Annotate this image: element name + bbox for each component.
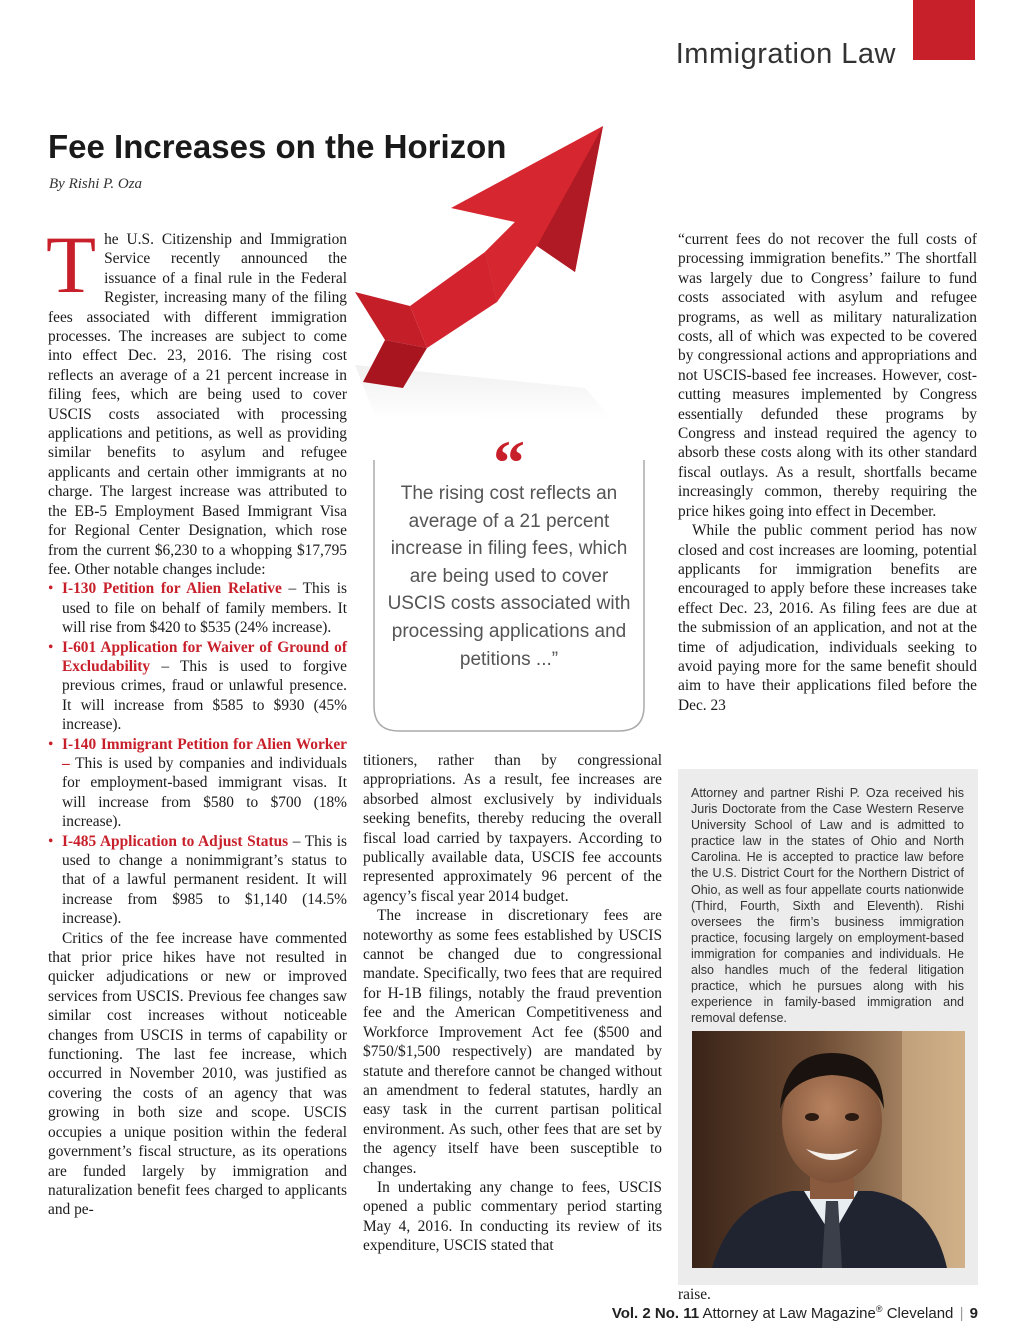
section-label: Immigration Law: [675, 38, 896, 70]
body-paragraph: Critics of the fee increase have commented that prior price hikes have not resulted in quicker adjudications or new or improved services from USCIS. Previous fee changes saw similar cost increases without noticeable changes from USCIS in terms of capability or functioning. The last fee increase, which occurred in November 2010, was justified as covering the costs of an agency that was growing in both size and scope. USCIS occupies a unique position within the federal government’s fiscal structure, as its operations are funded largely by immigration and naturalization benefit fees charged to applicants and pe-: [48, 929, 347, 1219]
list-item: [48, 735, 347, 832]
body-paragraph: The increase in discretionary fees are noteworthy as some fees established by USCIS cannot be changed due to congressional mandate. Specifically, two fees that are required for H-1B filings, notably the fraud prevention fee and the American Competitiveness and Workforce Improvement Act fee ($500 and $750/$1,500 respectively) are mandated by statute and therefore cannot be changed without an amendment to federal statutes, hardly an easy task in the current partisan political environment. As such, other fees that are set by the agency itself have been susceptible to changes.: [363, 907, 662, 1177]
body-paragraph: While the public comment period has now closed and cost increases are looming, potential applicants for immigration benefits are encouraged to apply before these increases take effect Dec. 23, 2016. As filing fees are due at the submission of an application, and not at the time of adjudication, individuals seeking to avoid paying more for the same benefit should aim to have their applications filed before the Dec. 23: [678, 522, 977, 714]
form-name: I-130 Petition for Alien Relative: [62, 580, 282, 598]
list-item-text: – This is used to forgive previous crimes, fraud or unlawful presence. It will increase from $585 to $930 (45% increase).: [62, 657, 347, 734]
article-column-2: [363, 751, 662, 1256]
fee-change-list: [48, 579, 347, 928]
author-bio-box: [678, 769, 978, 1285]
list-item: [48, 638, 347, 735]
form-name: I-140 Immigrant Petition for Alien Worker –: [62, 735, 347, 772]
bullet-icon: •: [48, 832, 54, 850]
page-number: 9: [969, 1305, 978, 1322]
dropcap: T: [46, 219, 97, 310]
issue-volume: Vol. 2 No. 11: [611, 1305, 700, 1322]
edition-city: Cleveland: [886, 1305, 954, 1322]
article-title: Fee Increases on the Horizon: [48, 128, 507, 165]
author-photo: [692, 1031, 965, 1268]
form-name: I-601 Application for Waiver of Ground of Excludability: [62, 638, 347, 675]
list-item-text: – This is used to change a nonimmigrant’s status to that of a lawful permanent resident. It will increase from $985 to $1,140 (14.5% increase).: [62, 832, 347, 928]
footer-separator: |: [959, 1305, 964, 1322]
section-color-tab: [913, 0, 975, 60]
body-paragraph: “current fees do not recover the full costs of processing immigration benefits.” The shortfall was largely due to Congress’ failure to fund costs associated with asylum and refugee programs, as well as military naturalization costs, all of which was expected to be covered by congressional actions and appropriations and not USCIS-based fee increases. However, cost-cutting measures implemented by Congress essentially defunded these programs by Congress and instead required the agency to absorb these costs along with its other standard fiscal outlays. As a result, shortfalls became increasingly common, thereby requiring the price hikes going into effect in December.: [678, 231, 977, 520]
magazine-name: Attorney at Law Magazine: [702, 1305, 876, 1322]
form-name: I-485 Application to Adjust Status: [62, 832, 289, 850]
body-paragraph: In undertaking any change to fees, USCIS opened a public commentary period starting May 4, 2016. In conducting its review of its expenditure, USCIS stated that: [363, 1178, 662, 1255]
registered-mark: ®: [875, 1304, 883, 1314]
list-item-text: This is used by companies and individuals for employment-based immigrant visas. It will increase from $580 to $700 (18% increase).: [62, 754, 347, 831]
bullet-icon: •: [48, 735, 54, 753]
list-item: [48, 832, 347, 929]
list-item: [48, 579, 347, 637]
author-bio-text: Attorney and partner Rishi P. Oza received his Juris Doctorate from the Case Western Reserve University School of Law and is admitted to practice law in the states of Ohio and North Carolina. He is accepted to practice law before the U.S. District Court for the Northern District of Ohio, as well as four appellate courts nationwide (Third, Fourth, Sixth and Eleventh). Rishi oversees the firm’s business immigration practice, focusing largely on employment-based immigration for companies and individuals. He also handles much of the federal litigation practice, which he pursues along with his experience in family-based immigration and removal defense.: [691, 786, 964, 1026]
quote-mark-icon: “: [493, 427, 525, 498]
byline: By Rishi P. Oza: [49, 176, 143, 192]
intro-text: he U.S. Citizenship and Immigration Service recently announced the issuance of a final rule in the Federal Register, increasing many of the filing fees associated with different immigration processes. The increases are subject to come into effect Dec. 23, 2016. The rising cost reflects an average of a 21 percent increase in filing fees, which are being used to cover USCIS costs associated with processing applications and petitions, as well as providing similar benefits to asylum and refugee applicants and certain other immigrants at no charge. The largest increase was attributed to the EB-5 Employment Based Immigrant Visa for Regional Center Designation, which rose from the current $6,230 to a whopping $17,795 fee. Other notable changes include:: [48, 231, 347, 578]
bullet-icon: •: [48, 580, 54, 598]
pull-quote-text: The rising cost reflects an average of a 21 percent increase in filing fees, which are being used to cover USCIS costs associated with processing applications and petitions ...”: [387, 483, 631, 670]
list-item-text: – This is used to file on behalf of family members. It will rise from $420 to $535 (24% increase).: [62, 580, 347, 637]
body-paragraph: titioners, rather than by congressional appropriations. As a result, fee increases are absorbed almost exclusively by individuals seeking benefits, thereby reducing the overall fiscal load carried by taxpayers. According to publically available data, USCIS fee accounts represented approximately 96 percent of the agency’s fiscal year 2014 budget.: [363, 752, 662, 905]
bullet-icon: •: [48, 638, 54, 656]
page-footer: [612, 1304, 978, 1322]
article-column-3: [678, 230, 977, 715]
article-column-1: [46, 219, 347, 1220]
continued-text: raise.: [678, 1286, 711, 1303]
intro-paragraph: [46, 219, 347, 579]
pull-quote-box: [373, 420, 645, 732]
red-arrow-graphic: [355, 120, 625, 450]
